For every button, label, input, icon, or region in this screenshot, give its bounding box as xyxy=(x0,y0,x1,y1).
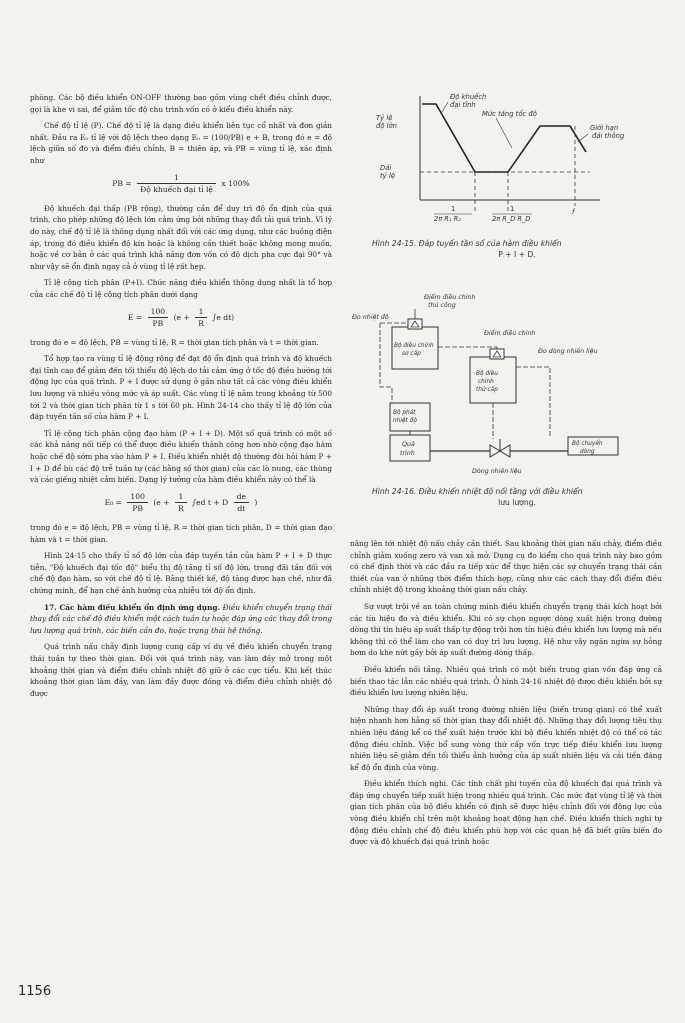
formula-numerator: 1 xyxy=(195,306,207,319)
fig2-temp-transmitter xyxy=(390,403,430,431)
fig2-label-slave-2: chỉnh xyxy=(478,379,494,385)
figure-24-16-caption xyxy=(372,486,662,508)
fig2-label-setpoint: Điểm điều chỉnh xyxy=(424,294,476,301)
fig2-label-master-2: sơ cấp xyxy=(402,351,421,357)
formula-denominator: R xyxy=(178,504,184,514)
fig1-x-tick-2-top: 1 xyxy=(510,205,515,213)
paragraph: Tổ hợp tạo ra vùng tỉ lệ động rộng để đạt độ ổn định quá trình và độ khuếch đại tĩnh cao để giảm đến tối thiểu độ lệch do tải cảm ứng ở tốc độ điều hướng tới động lực của quá trình. P + I được sử dụng ở gần như tất cả các vòng điều khiển lưu lượng và nhiều vòng mức và áp suất. Các vùng tỉ lệ nằm trong khoảng từ 500 tới 2 và thời gian tích phân từ 1 s tới 60 ph. Hình 24-14 cho thấy tỉ lệ độ lớn của đáp tuyến tần số của hàm P + I. xyxy=(30,354,332,422)
fig2-process xyxy=(390,435,430,461)
fig1-label-gain: Độ khuếch xyxy=(450,93,487,101)
fig2-label-transmitter-2: nhiệt độ xyxy=(393,418,417,424)
paragraph: Hình 24-15 cho thấy tỉ số độ lớn của đáp tuyến tần của hàm P + I + D thực tiễn. "Độ khuếch đại tốc độ" biểu thị độ tăng tỉ số độ lớn, trong đãi tần đối với chế độ đạo hàm, so với chế độ tỉ lệ. Bằng thiết kế, độ tăng được hạn chế, như đã chứng minh, để hạn chế ảnh hưởng của nhiễu tới độ ổn định. xyxy=(30,551,332,595)
formula-lhs: E = xyxy=(127,312,143,322)
formula-denominator: PB xyxy=(152,319,164,329)
fig1-x-tick-1-top: 1 xyxy=(451,205,456,213)
fig2-label-temp-measure: Đo nhiệt độ xyxy=(352,314,389,321)
formula-denominator: Độ khuếch đại tỉ lệ xyxy=(140,185,213,195)
formula-denominator: dt xyxy=(237,504,246,514)
formula-numerator: de xyxy=(234,491,249,504)
fig1-label-rate: Mức tăng tốc độ xyxy=(482,110,537,118)
fig1-x-axis-label: f xyxy=(572,208,575,216)
fig1-label-gain-2: đại tĩnh xyxy=(450,101,476,109)
paragraph: trong đó e = độ lệch, PB = vùng tỉ lệ, R = thời gian tích phân, D = thời gian đạo hàm và t = thời gian. xyxy=(30,523,332,544)
paragraph: Sự vượt trội về an toàn chứng minh điều khiển chuyển trạng thái kích hoạt bởi các tín hiệu đo và điều khiển. Khi có sự chọn ngược dòng xuất hiện trong đường dòng thì tín hiệu áp suất thấp tự động trội hơn tín hiệu điều khiển lưu lượng mà nếu không thì có thể làm cho van có duy trì lưu lượng. Hệ như vậy ngăn ngừa sự hỏng bơm do khe nứt gây bởi áp suất đường dòng thấp. xyxy=(350,601,662,658)
fig2-caption-line1: Hình 24-16. Điều khiển nhiệt độ nối tầng với điều khiển xyxy=(372,487,583,496)
paragraph: Quá trình nấu chảy định lượng cung cấp ví dụ về điều khiển chuyển trạng thái tuần tự theo thời gian. Đối với quá trình này, van làm đầy mở trong một khoảng thời gian và điểm điều chỉnh nhiệt độ giữ ở các cực tiểu. Khi kết thúc khoảng thời gian làm đầy, van làm đầy được đóng và điểm điều chỉnh nhiệt độ được xyxy=(30,642,332,698)
formula-fraction xyxy=(127,491,148,515)
formula-fraction xyxy=(148,306,169,330)
formula-mid: ∫ed t + D xyxy=(192,497,229,507)
paragraph: Những thay đổi áp suất trong đường nhiên liệu (biến trung gian) có thể xuất hiện nhanh hơn hằng số thời gian thay đổi nhiệt độ. Những thay đổi lượng tiêu thụ nhiên liệu đáng kể có thể xuất hiện trước khi bộ điều khiển nhiệt độ có thể có tác động điều chỉnh. Việc bổ sung vòng thứ cấp vốn trực tiếp điều khiển lưu lượng nhiên liệu sẽ giảm đến tối thiểu ảnh hưởng của áp suất nhiên liệu và cải tiến đáng kể độ ổn định của vòng. xyxy=(350,704,662,772)
fig1-y-label-bottom: Dải xyxy=(380,164,392,172)
formula-lhs: PB = xyxy=(112,178,132,188)
left-column xyxy=(30,92,332,704)
fig2-label-process: Quá xyxy=(402,441,415,448)
formula-denominator: R xyxy=(198,319,204,329)
formula-tail: ∫e dt) xyxy=(212,312,235,322)
section-intro: Điều khiển chuyển trạng thái thay đổi các chế độ điều khiển một cách tuần tự hoặc đáp ứng các thay đổi trong lưu lượng quá trình, các biến cần đo, hoặc trạng thái hệ thống. xyxy=(30,602,332,635)
page-number: 1156 xyxy=(18,984,52,999)
fig1-label-limit: Giới hạn xyxy=(590,124,619,132)
figure-24-15-caption xyxy=(372,238,662,260)
formula-mid: (e + xyxy=(153,497,170,507)
paragraph: Điều khiển nối tầng. Nhiều quá trình có một biến trung gian vốn đáp ứng cả biến thao tác lẫn các nhiều quá trình. Ở hình 24-16 nhiệt độ được điều khiển bởi sự điều khiển lưu lượng nhiên liệu. xyxy=(350,664,662,698)
fig1-y-label-bottom-2: tỷ lệ xyxy=(380,172,395,180)
paragraph: Độ khuếch đại thấp (PB rộng), thường cần để duy trì độ ổn định của quá trình, cho phép những độ lệch lớn cảm ứng bởi những thay đổi tải quá trình. Vì lý do này, chế độ tỉ lệ là thông dụng nhất đối với các ứng dụng, như các buồng điện áp, trong đó điều khiển độ kín hoặc là không cần thiết hoặc không mong muốn, hoặc về cơ bản ở các quá trình khả năng đơn vốn có độ dịch pha cực đại 90° và như vậy sẽ ổn định ngay cả ở vùng tỉ lệ rất hẹp. xyxy=(30,203,332,271)
figure-24-16-cascade-diagram xyxy=(350,287,662,482)
formula-pb xyxy=(30,172,332,196)
formula-fraction xyxy=(137,172,216,196)
formula-denominator: PB xyxy=(132,504,144,514)
fig1-y-label-top-2: độ lớn xyxy=(376,122,397,130)
fig1-label-limit-2: đái thông xyxy=(592,132,625,140)
formula-lhs: E₀ = xyxy=(104,497,122,507)
paragraph: phòng. Các bộ điều khiển ON-OFF thường bao gồm vùng chết điều chỉnh được, gọi là khe vi sai, để giảm tốc độ chu trình vốn có ở kiểu điều khiển này. xyxy=(30,93,332,114)
right-column xyxy=(350,538,662,853)
paragraph: nâng lên tới nhiệt độ nấu chảy cần thiết. Sau khoảng thời gian nấu chảy, điểm điều chỉnh giảm xuống zero và van xả mở. Dụng cụ đo kiểm cho quá trình này bao gồm có chế định thời và các đầu ra tiếp xúc để thực hiện các sự chuyển trạng thái cần thiết của van ở những thời điểm thích hợp, cũng như các cách thay đổi điểm điều chỉnh nhiệt độ trong khoảng thời gian nấu chảy. xyxy=(350,539,662,595)
section-heading: 17. Các hàm điều khiển ổn định ứng dụng. xyxy=(44,602,221,612)
fig2-label-transmitter: Bộ phát xyxy=(393,410,416,416)
formula-tail: x 100% xyxy=(221,178,250,188)
fig1-x-tick-1-bottom: 2π R₁ R₂ xyxy=(434,215,461,223)
formula-numerator: 1 xyxy=(137,172,216,185)
fig2-label-slave: Bộ điều xyxy=(476,371,498,377)
section-paragraph xyxy=(30,602,332,637)
formula-fraction xyxy=(175,491,187,515)
formula-numerator: 100 xyxy=(148,306,169,319)
paragraph: trong đó e = độ lệch, PB = vùng tỉ lệ, R = thời gian tích phân và t = thời gian. xyxy=(30,337,319,347)
formula-numerator: 100 xyxy=(127,491,148,504)
formula-tail: ) xyxy=(254,497,258,507)
formula-pi xyxy=(30,306,332,330)
formula-numerator: 1 xyxy=(175,491,187,504)
fig2-label-slave-3: thứ cấp xyxy=(476,387,498,393)
fig2-caption-line2: lưu lượng. xyxy=(498,498,536,507)
paragraph: Tỉ lệ cộng tích phân (P+I). Chức năng điều khiển thông dụng nhất là tổ hợp của các chế độ tỉ lệ cộng tích phân dưới dạng xyxy=(30,278,332,299)
fig2-label-setpoint-mid: Điểm điều chỉnh xyxy=(484,330,536,337)
formula-fraction xyxy=(195,306,207,330)
fig2-label-transducer: Bộ chuyển xyxy=(572,441,603,447)
fig1-x-tick-2-bottom: 2π R_D R_D xyxy=(492,215,531,223)
fig2-label-flow-measure: Đo dòng nhiên liệu xyxy=(538,348,598,355)
formula-fraction xyxy=(234,491,249,515)
formula-mid: (e + xyxy=(173,312,190,322)
figure-24-15-frequency-response xyxy=(350,88,650,238)
fig2-fuel-valve xyxy=(490,445,500,457)
fig1-caption-line1: Hình 24-15. Đáp tuyến tần số của hàm điều khiển xyxy=(372,239,562,248)
fig1-y-label-top: Tỷ lệ xyxy=(376,114,393,122)
fig2-label-master: Bộ điều chỉnh xyxy=(394,343,434,349)
fig1-caption-line2: P + I + D. xyxy=(498,250,536,259)
fig2-label-setpoint-2: thủ công xyxy=(428,302,456,309)
paragraph: Điều khiển thích nghi. Các tính chất phi tuyến của độ khuếch đại quá trình và đáp ứng chuyển tiếp xuất hiện trong nhiều quá trình. Các mức đạt vùng tỉ lệ và thời gian tích phân của bộ điều khiển có định sẽ được hiệu chỉnh đối với động lực của vòng điều khiển chỉ trên một khoảng hoạt động hạn chế. Điều khiển thích nghi tự động điều chỉnh chế độ điều khiển phù hợp với các quan hệ đã biết giữa biến đo được và độ khuếch đại quá trình hoặc xyxy=(350,779,662,847)
fig2-label-transducer-2: dòng xyxy=(580,449,595,455)
fig2-label-process-2: trình xyxy=(400,450,415,457)
fig2-label-fuel: Dòng nhiên liệu xyxy=(472,468,522,475)
paragraph: Chế độ tỉ lệ (P). Chế độ tỉ lệ là dạng điều khiển liên tục cổ nhất và đơn giản nhất. Đầu ra E₀ tỉ lệ với độ lệch theo dạng E₀ = (100/PB) e + B, trong đó e = độ lệch giữa số đo và điểm điều chỉnh, B = thiên áp, và PB = vùng tỉ lệ, xác định như xyxy=(30,121,332,165)
paragraph: Tỉ lệ cộng tích phân cộng đạo hàm (P + I + D). Một số quá trình có một số các khả năng nối tiếp có thể được điều khiển thành công hơn nhờ cộng đạo hàm hoặc chế độ sớm pha vào hàm P + I. Điều khiển nhiệt độ thường đòi hỏi hàm P + I + D để bù các độ trễ tuần tự (các hằng số thời gian) của các lò nung, các thùng và các giếng nhiệt cảm biến. Dạng lý tưởng của hàm điều khiển này có thể là xyxy=(30,428,332,485)
formula-pid xyxy=(30,491,332,515)
